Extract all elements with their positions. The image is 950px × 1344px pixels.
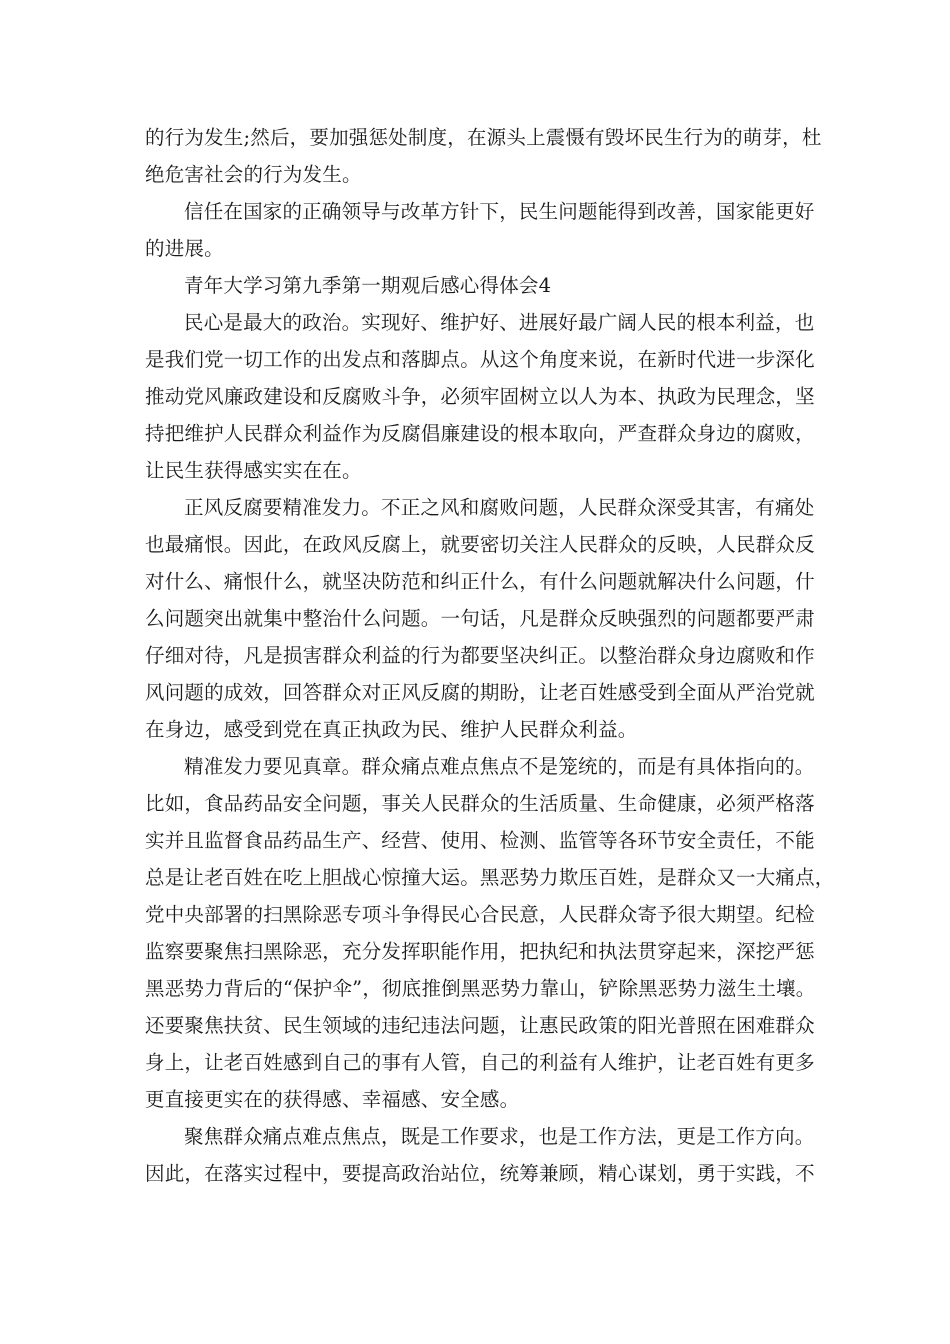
text-line: 在身边，感受到党在真正执政为民、维护人民群众利益。: [145, 718, 638, 741]
text-line: 身上，让老百姓感到自己的事有人管，自己的利益有人维护，让老百姓有更多: [145, 1051, 815, 1074]
document-body: [145, 119, 835, 1192]
text-line: 更直接更实在的获得感、幸福感、安全感。: [145, 1088, 520, 1111]
paragraph-continuation: [145, 119, 822, 193]
text-line: 么问题突出就集中整治什么问题。一句话，凡是群众反映强烈的问题都要严肃: [145, 607, 815, 630]
text-line: 让民生获得感实实在在。: [145, 459, 362, 482]
text-line: 聚焦群众痛点难点焦点，既是工作要求，也是工作方法，更是工作方向。: [184, 1125, 815, 1148]
text-line: 党中央部署的扫黑除恶专项斗争得民心合民意，人民群众寄予很大期望。纪检: [145, 903, 815, 926]
text-line: 比如，食品药品安全问题，事关人民群众的生活质量、生命健康，必须严格落: [145, 792, 815, 815]
paragraph-people-heart: [145, 304, 815, 489]
text-line: 绝危害社会的行为发生。: [145, 163, 362, 186]
text-line: 推动党风廉政建设和反腐败斗争，必须牢固树立以人为本、执政为民理念，坚: [145, 385, 815, 408]
section-heading: 青年大学习第九季第一期观后感心得体会4: [184, 274, 552, 297]
text-line: 因此，在落实过程中，要提高政治站位，统筹兼顾，精心谋划，勇于实践，不: [145, 1162, 815, 1185]
text-line: 仔细对待，凡是损害群众利益的行为都要坚决纠正。以整治群众身边腐败和作: [145, 644, 815, 667]
text-line: 风问题的成效，回答群众对正风反腐的期盼，让老百姓感受到全面从严治党就: [145, 681, 815, 704]
paragraph-anti-corruption: [145, 489, 815, 748]
text-line: 信任在国家的正确领导与改革方针下，民生问题能得到改善，国家能更好: [184, 200, 815, 223]
text-line: 民心是最大的政治。实现好、维护好、进展好最广阔人民的根本利益，也: [184, 311, 815, 334]
text-line: 监察要聚焦扫黑除恶，充分发挥职能作用，把执纪和执法贯穿起来，深挖严惩: [145, 940, 815, 963]
text-line: 黑恶势力背后的“保护伞”，彻底推倒黑恶势力靠山，铲除黑恶势力滋生土壤。: [145, 977, 816, 1000]
text-line: 总是让老百姓在吃上胆战心惊撞大运。黑恶势力欺压百姓，是群众又一大痛点，: [145, 866, 835, 889]
text-line: 也最痛恨。因此，在政风反腐上，就要密切关注人民群众的反映，人民群众反: [145, 533, 815, 556]
text-line: 的行为发生;然后，要加强惩处制度，在源头上震慑有毁坏民生行为的萌芽，杜: [145, 126, 822, 149]
text-line: 正风反腐要精准发力。不正之风和腐败问题，人民群众深受其害，有痛处: [184, 496, 815, 519]
paragraph-trust: [145, 193, 815, 267]
paragraph-precision: [145, 748, 835, 1118]
text-line: 的进展。: [145, 237, 224, 260]
text-line: 是我们党一切工作的出发点和落脚点。从这个角度来说，在新时代进一步深化: [145, 348, 815, 371]
text-line: 还要聚焦扶贫、民生领域的违纪违法问题，让惠民政策的阳光普照在困难群众: [145, 1014, 815, 1037]
paragraph-focus: [145, 1118, 815, 1192]
text-line: 实并且监督食品药品生产、经营、使用、检测、监管等各环节安全责任，不能: [145, 829, 815, 852]
text-line: 持把维护人民群众利益作为反腐倡廉建设的根本取向，严查群众身边的腐败，: [145, 422, 815, 445]
text-line: 精准发力要见真章。群众痛点难点焦点不是笼统的，而是有具体指向的。: [184, 755, 815, 778]
text-line: 对什么、痛恨什么，就坚决防范和纠正什么，有什么问题就解决什么问题，什: [145, 570, 815, 593]
